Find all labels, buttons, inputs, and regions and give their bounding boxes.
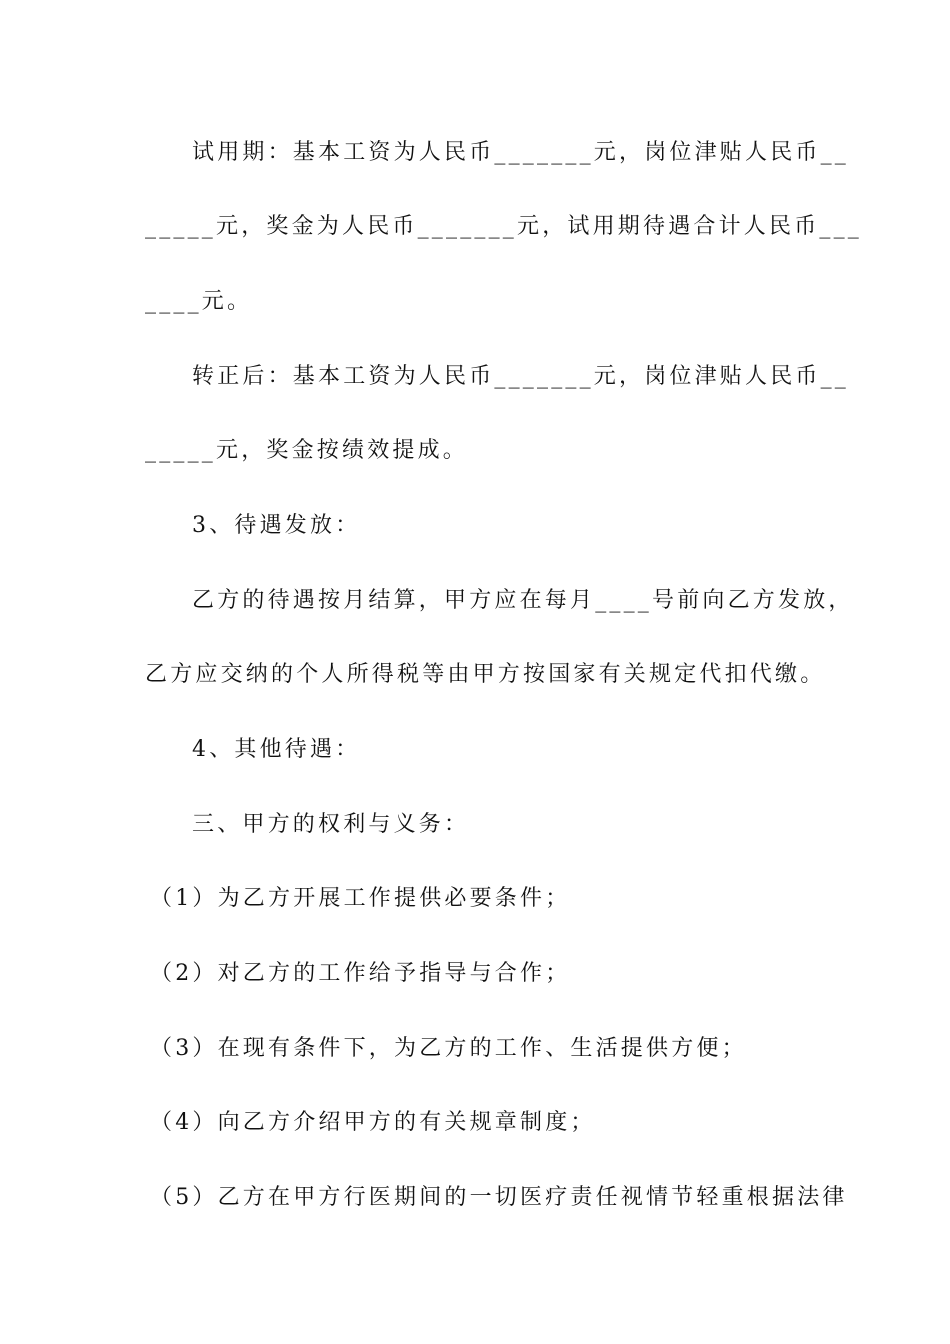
party-a-item-1: （1）为乙方开展工作提供必要条件； [150,886,571,911]
probation-salary-line-3: ____元。 [145,289,253,314]
payment-paragraph-line-1: 乙方的待遇按月结算，甲方应在每月____号前向乙方发放， [192,588,854,613]
section-payment-heading: 3、待遇发放： [192,513,361,538]
party-a-item-2: （2）对乙方的工作给予指导与合作； [150,961,571,986]
party-a-item-3: （3）在现有条件下，为乙方的工作、生活提供方便； [150,1036,747,1061]
party-a-item-5: （5）乙方在甲方行医期间的一切医疗责任视情节轻重根据法律 [150,1185,848,1210]
section-other-benefits-heading: 4、其他待遇： [192,737,361,762]
probation-salary-line-2: _____元，奖金为人民币_______元，试用期待遇合计人民币___ [145,214,863,239]
regular-salary-line-2: _____元，奖金按绩效提成。 [145,438,469,463]
payment-paragraph-line-2: 乙方应交纳的个人所得税等由甲方按国家有关规定代扣代缴。 [145,662,826,687]
probation-salary-line-1: 试用期：基本工资为人民币_______元，岗位津贴人民币__ [192,140,850,165]
section-party-a-heading: 三、甲方的权利与义务： [192,812,470,837]
regular-salary-line-1: 转正后：基本工资为人民币_______元，岗位津贴人民币__ [192,364,850,389]
party-a-item-4: （4）向乙方介绍甲方的有关规章制度； [150,1110,596,1135]
